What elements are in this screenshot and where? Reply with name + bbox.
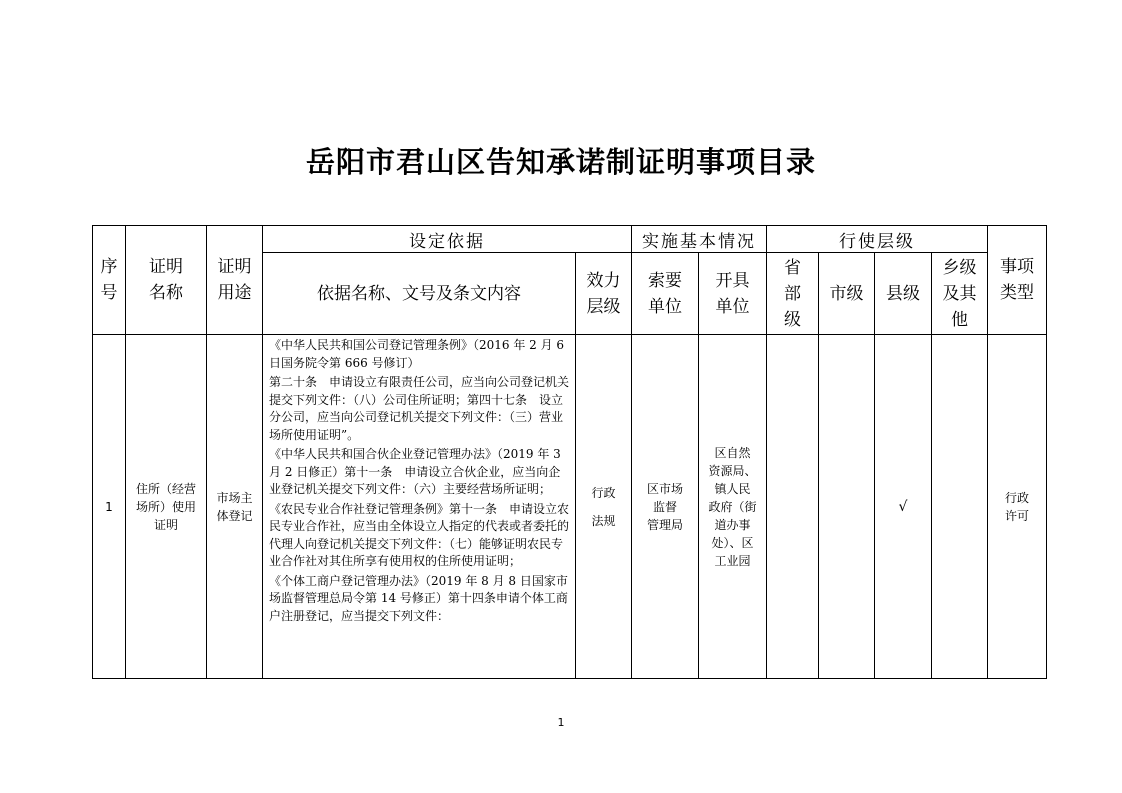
header-row-top (93, 226, 1047, 253)
basis-paragraph: 《农民专业合作社登记管理条例》第十一条 申请设立农民专业合作社，应当由全体设立人指定的代表或者委托的代理人向登记机关提交下列文件：（七）能够证明农民专业合作社对其住所享有使用权的住所使用证明； (269, 501, 570, 568)
table-row (93, 335, 1047, 679)
header-basis-group: 设定依据 (263, 226, 632, 253)
header-seq: 序 号 (93, 226, 126, 335)
header-cert-name: 证明 名称 (126, 226, 207, 335)
basis-paragraph: 第二十条 申请设立有限责任公司，应当向公司登记机关提交下列文件：（八）公司住所证明；第四十七条 设立分公司，应当向公司登记机关提交下列文件：（三）营业场所使用证明”。 (269, 375, 570, 442)
header-basis-content: 依据名称、文号及条文内容 (263, 253, 576, 335)
basis-paragraph: 《个体工商户登记管理办法》（2019 年 8 月 8 日国家市场监督管理总局令第 14 号修正）第十四条申请个体工商户注册登记，应当提交下列文件： (269, 573, 568, 623)
row-seq: 1 (93, 335, 126, 679)
certificate-catalog-table (92, 225, 1047, 679)
basis-paragraph: 《中华人民共和国合伙企业登记管理办法》（2019 年 3 月 2 日修正）第十一条 申请设立合伙企业，应当向企业登记机关提交下列文件：（六）主要经营场所证明； (269, 447, 561, 496)
header-cert-use: 证明 用途 (207, 226, 263, 335)
header-request-unit: 索要 单位 (632, 253, 699, 335)
page-number: 1 (557, 716, 565, 729)
header-implementation-group: 实施基本情况 (632, 226, 767, 253)
row-request-unit: 区市场 监督 管理局 (632, 335, 699, 679)
basis-paragraph: 《中华人民共和国公司登记管理条例》（2016 年 2 月 6 日国务院令第 666 号修订） (269, 338, 565, 370)
header-province: 省 部 级 (767, 253, 819, 335)
header-level-group: 行使层级 (767, 226, 988, 253)
row-basis-content (263, 335, 576, 679)
row-township (932, 335, 988, 679)
row-item-type: 行政 许可 (988, 335, 1047, 679)
row-effect-level: 行政 法规 (576, 335, 632, 679)
row-cert-use: 市场主 体登记 (207, 335, 263, 679)
header-city: 市级 (819, 253, 875, 335)
header-effect-level: 效力 层级 (576, 253, 632, 335)
page-title: 岳阳市君山区告知承诺制证明事项目录 (305, 145, 816, 179)
header-item-type: 事项 类型 (988, 226, 1047, 335)
row-province (767, 335, 819, 679)
row-cert-name: 住所（经营 场所）使用 证明 (126, 335, 207, 679)
row-city (819, 335, 875, 679)
header-county: 县级 (875, 253, 932, 335)
row-county-checkmark: √ (875, 335, 932, 679)
header-issuing-unit: 开具 单位 (699, 253, 767, 335)
row-issuing-unit: 区自然 资源局、 镇人民 政府（街 道办事 处）、区 工业园 (699, 335, 767, 679)
header-township: 乡级 及其 他 (932, 253, 988, 335)
